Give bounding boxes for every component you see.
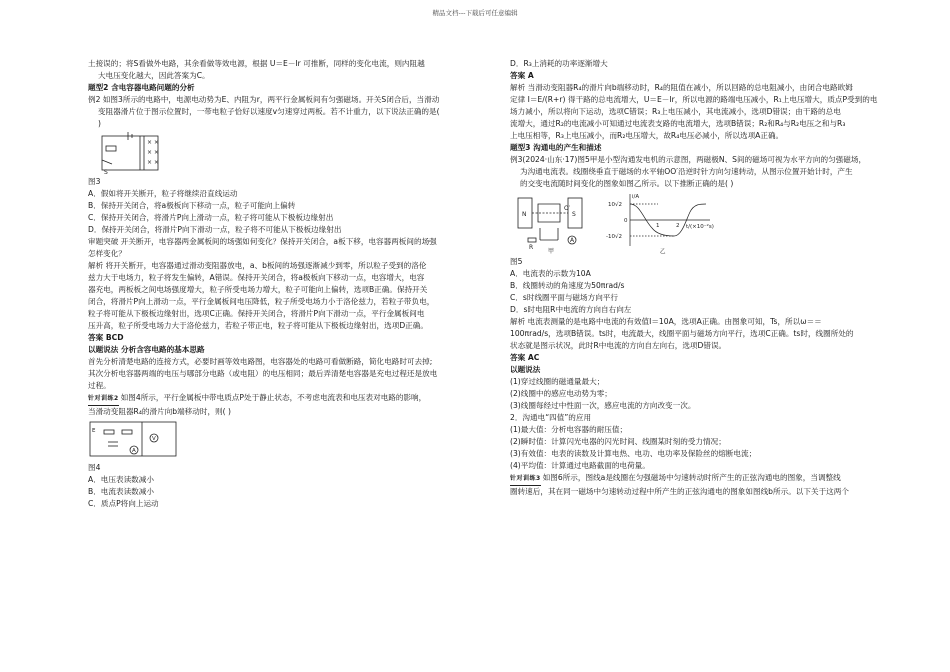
y-tick: -10√2 (606, 234, 622, 240)
analysis-line: 流增大，通过R₂的电流减小可知通过电流表支路的电流增大，选项B错误；R₂和R₄与R₂电压之和与R₃ (510, 119, 846, 128)
svg-text:× ×: × × (147, 159, 159, 166)
example-text: 的交变电流随时间变化的图象如图乙所示。以下推断正确的是( ) (520, 179, 734, 188)
example-text: 例2 如图3所示的电路中，电源电动势为E、内阻为r，两平行金属板间有匀强磁场。开关S闭合后，当滑动 (88, 95, 440, 104)
training-text (88, 392, 498, 406)
training-line: 如图4所示，平行金属板中带电质点P处于静止状态，不考虑电流表和电压表对电路的影响， (120, 393, 427, 402)
method-line: (2)瞬时值：计算闪光电器的闪光时间、线圈某时刻的受力情况； (510, 437, 726, 446)
analysis-line: 场力减小，所以将向下运动，选项C错误；R₃上电压减小，其电流减小，选项D错误；由干路的总电 (510, 107, 841, 116)
svg-text:A: A (132, 448, 136, 454)
tip-text: 怎样变化？ (88, 249, 126, 258)
answer: 答案 A (510, 71, 534, 80)
example-text: 为沟通电流表。线圈绕垂直于磁场的水平轴OO′沿逆时针方向匀速转动，从图示位置开始计时，产生 (520, 167, 853, 176)
figure-5-yi: 乙 (660, 249, 666, 255)
answer: 答案 BCD (88, 333, 124, 342)
method-line: (2)线圈中的感应电动势为零； (510, 389, 612, 398)
figure-5 (510, 190, 920, 256)
x-tick: 1 (656, 223, 660, 229)
answer: 答案 AC (510, 353, 540, 362)
svg-text:S: S (104, 169, 108, 176)
figure-caption: 图3 (88, 177, 101, 186)
analysis-line: 上电压相等，R₃上电压减小，而R₂电压增大，故R₄电压必减小，所以选项A正确。 (510, 131, 784, 140)
method-line: 首先分析清楚电路的连接方式，必要时画等效电路图，电容器处的电路可看做断路，简化电路时可去掉; (88, 357, 433, 366)
option-a: A．电压表读数减小 (88, 475, 154, 484)
option-b: B．线圈转动的角速度为50πrad/s (510, 281, 625, 290)
method-line: 过程。 (88, 381, 111, 390)
svg-text:× ×: × × (147, 149, 159, 156)
example-text: 变阻器滑片位于图示位置时，一带电粒子恰好以速度v匀速穿过两板。若不计重力，以下说法正确的是( (98, 107, 440, 116)
text-line: 土接误的；将S看做外电路，其余看做等效电源，根据 U＝E－Ir 可推断，同样的变化电流，则内阻越 (88, 59, 425, 68)
method-line: (1)穿过线圈的磁通量最大； (510, 377, 605, 386)
axis-label: O′ (564, 205, 571, 212)
section-title: 题型2 含电容器电路问题的分析 (88, 83, 195, 92)
analysis-line: 状态就是图示状况，此时R中电流的方向自左向右，选项D错误。 (510, 341, 727, 350)
training-text (510, 472, 920, 486)
magnet-n-label: N (522, 211, 527, 218)
training-tag: 针对训练3 (510, 473, 541, 486)
figure-5-jia: 甲 (548, 248, 555, 255)
y-tick: 0 (624, 218, 628, 224)
text-line: 大电压变化越大，因此答案为C。 (98, 71, 210, 80)
resistor-label: R (529, 244, 534, 251)
analysis-line: 压升高，粒子所受电场力大于洛伦兹力，若粒子带正电，粒子将可能从下极板边缘射出，选项D正确。 (88, 321, 428, 330)
figure-5-diagram (510, 190, 750, 256)
figure-caption: 图5 (510, 257, 523, 266)
figure-caption: 图4 (88, 463, 101, 472)
x-tick: 2 (676, 223, 680, 229)
option-d: D．s时电阻R中电流的方向自右向左 (510, 305, 632, 314)
training-tag: 针对训练2 (88, 393, 119, 406)
option-d: D．R₃上消耗的功率逐渐增大 (510, 59, 608, 68)
option-c: C．保持开关闭合，将滑片P向上滑动一点，粒子将可能从下极板边缘射出 (88, 213, 334, 222)
option-d: D．保持开关闭合，将滑片P向下滑动一点，粒子将不可能从下极板边缘射出 (88, 225, 342, 234)
training-text: 圈转速后，其在同一磁场中匀速转动过程中所产生的正弦沟通电的图象如图线b所示。以下关于这两个 (510, 487, 849, 496)
example-text: 例3(2024·山东·17)图5甲是小型沟通发电机的示意图，两磁极N、S间的磁场可视为水平方向的匀强磁场， (510, 155, 867, 164)
figure-4-circuit (88, 418, 180, 462)
ammeter-label: A (570, 237, 575, 244)
method-title: 以题说法 分析含容电路的基本思路 (88, 345, 205, 354)
right-column (510, 58, 920, 498)
analysis-line: 粒子将可能从下极板边缘射出，选项C正确。保持开关闭合，将滑片P向下滑动一点，平行金属板间电 (88, 309, 425, 318)
analysis-line: 解析 当滑动变阻器R₄的滑片向b端移动时，R₄的阻值在减小，所以回路的总电阻减小，由闭合电路欧姆 (510, 83, 853, 92)
y-tick: 10√2 (608, 202, 623, 208)
figure-4 (88, 418, 498, 462)
x-axis-label: t/(×10⁻²s) (686, 224, 714, 230)
example-text: ) (98, 119, 101, 128)
option-c: C．质点P将向上运动 (88, 499, 159, 508)
option-a: A．电流表的示数为10A (510, 269, 591, 278)
page-header: 精品文档---下载后可任意编辑 (432, 9, 518, 17)
left-column (88, 58, 498, 510)
tip-text: 审题突破 开关断开，电容器两金属板间的场强如何变化？保持开关闭合，a板下移，电容器两板间的场强 (88, 237, 437, 246)
analysis-line: 解析 电流表测量的是电路中电流的有效值I＝10A，选项A正确。由图象可知，Ts，所以ω＝＝ (510, 317, 822, 326)
option-c: C．s时线圈平面与磁场方向平行 (510, 293, 618, 302)
analysis-line: 器充电，两板板之间电场强度增大，粒子所受电场力增大，粒子可能向上偏转，选项B正确。保持开关 (88, 285, 428, 294)
y-axis-label: i/A (632, 194, 640, 200)
option-b: B．电流表读数减小 (88, 487, 154, 496)
method-line: (4)平均值：计算通过电路截面的电荷量。 (510, 461, 650, 470)
analysis-line: 定律 I＝E/(R+r) 得干路的总电流增大，U＝E－Ir，所以电源的路端电压减小，R₁上电压增大，质点P受到的电 (510, 95, 878, 104)
method-line: (3)有效值：电表的读数及计算电热、电功、电功率及保险丝的熔断电流； (510, 449, 757, 458)
training-line: 如图6所示，图线a是线圈在匀强磁场中匀速转动时所产生的正弦沟通电的图象，当调整线 (542, 473, 841, 482)
figure-3-circuit (98, 130, 178, 176)
analysis-line: 100πrad/s，选项B错误。ts时，电流最大，线圈平面与磁场方向平行，选项C正确。ts时，线圈所处的 (510, 329, 854, 338)
svg-text:E: E (92, 428, 96, 434)
analysis-line: 兹力大于电场力，粒子将发生偏转，A错误。保持开关闭合，将a极板向下移动一点，电容增大，电容 (88, 273, 425, 282)
option-a: A．假如将开关断开，粒子将继续沿直线运动 (88, 189, 238, 198)
method-title: 以题说法 (510, 365, 541, 374)
magnet-s-label: S (572, 211, 576, 218)
figure-3 (88, 130, 498, 176)
method-line: (3)线圈每经过中性面一次，感应电流的方向改变一次。 (510, 401, 696, 410)
svg-text:V: V (152, 436, 156, 442)
section-title: 题型3 沟通电的产生和描述 (510, 143, 602, 152)
analysis-line: 闭合，将滑片P向上滑动一点，平行金属板间电压降低，粒子所受电场力小于洛伦兹力，若粒子带负电， (88, 297, 435, 306)
method-line: 2．沟通电“四值”的应用 (510, 413, 592, 422)
option-b: B．保持开关闭合，将a极板向下移动一点，粒子可能向上偏转 (88, 201, 296, 210)
method-line: (1)最大值：分析电容器的耐压值； (510, 425, 628, 434)
analysis-line: 解析 将开关断开，电容器通过滑动变阻器放电，a、b板间的场强逐渐减少到零，所以粒子受到的洛伦 (88, 261, 427, 270)
method-line: 其次分析电容器两端的电压与哪部分电路（或电阻）的电压相同；最后弄清楚电容器是充电过程还是放电 (88, 369, 438, 378)
training-text: 当滑动变阻器R₄的滑片向b端移动时，则( ) (88, 407, 231, 416)
svg-text:× ×: × × (147, 139, 159, 146)
